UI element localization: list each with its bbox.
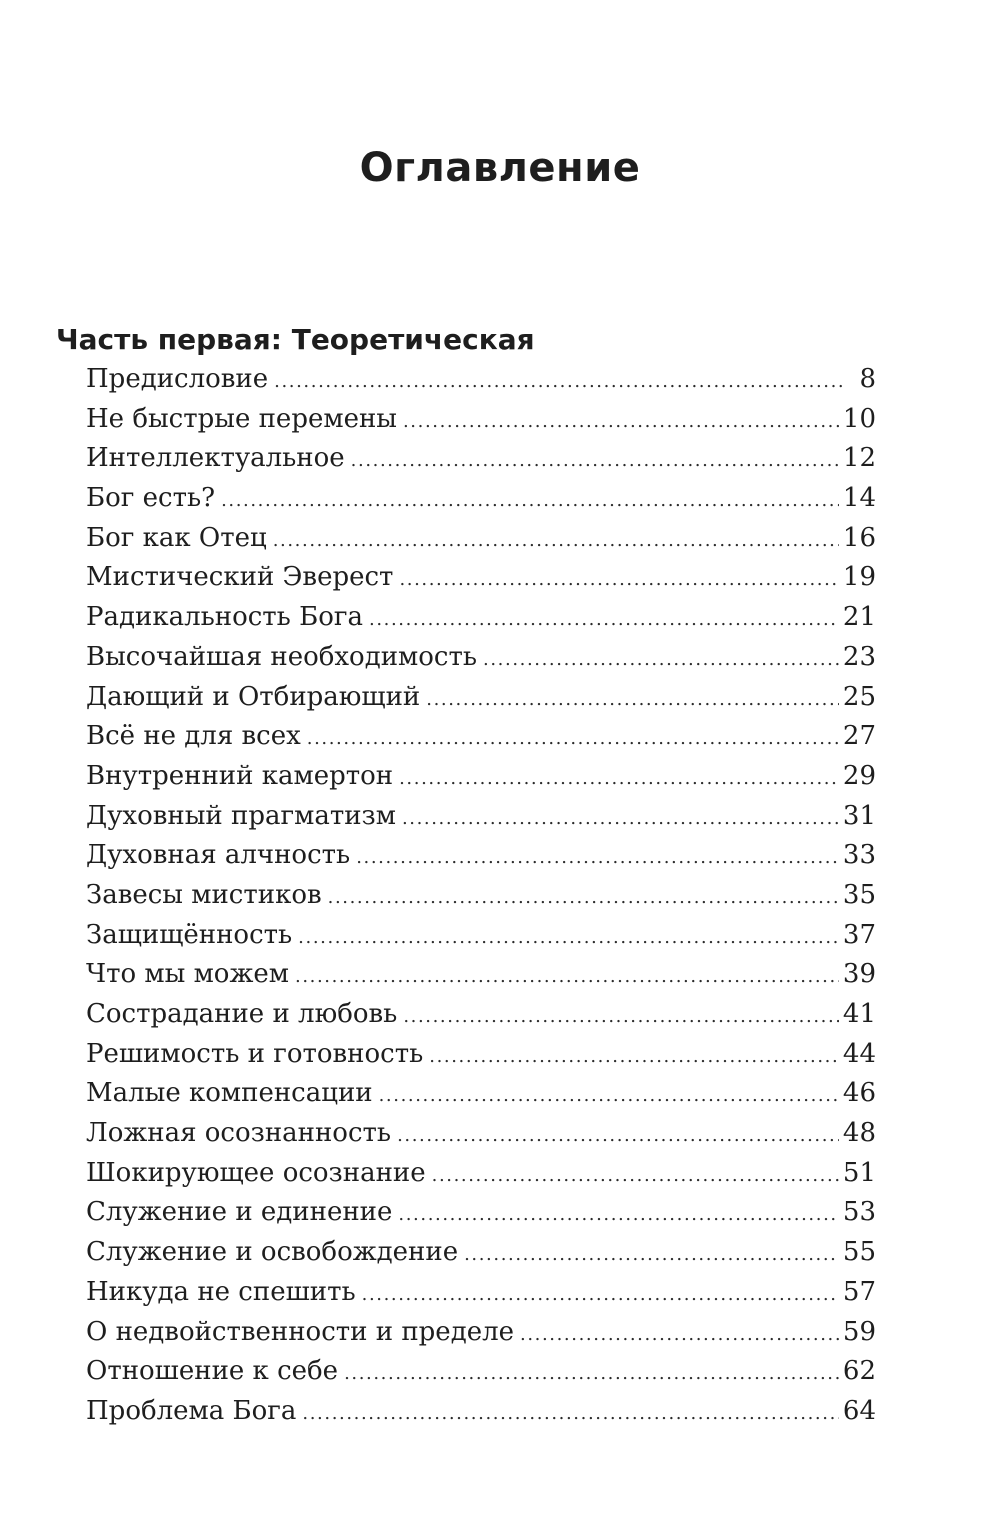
toc-entry-page-number: 64 — [842, 1395, 876, 1426]
dot-leader — [432, 1156, 839, 1194]
toc-entry — [86, 757, 876, 797]
toc-entry — [86, 717, 876, 757]
toc-entry-page-number: 8 — [859, 364, 876, 394]
dot-leader — [403, 402, 839, 440]
toc-entry-title: Внутренний камертон — [86, 760, 394, 791]
toc-entry-page-number: 44 — [842, 1038, 876, 1069]
toc-entry-page-number: 41 — [842, 999, 876, 1029]
dot-leader — [362, 1275, 839, 1313]
toc-entry-title: Завесы мистиков — [86, 879, 322, 910]
toc-entry-page-number: 53 — [842, 1197, 876, 1228]
toc-entry-title: Всё не для всех — [86, 721, 301, 752]
toc-entry-page-number: 27 — [842, 721, 876, 752]
dot-leader — [426, 680, 839, 718]
toc-entry-title: Никуда не спешить — [86, 1276, 356, 1307]
toc-entry-title: Служение и освобождение — [86, 1237, 459, 1268]
toc-entry — [86, 360, 876, 400]
toc-entry — [86, 797, 876, 837]
toc-entry — [86, 836, 876, 876]
toc-entry-title: Ложная осознанность — [86, 1118, 392, 1149]
toc-entry-title: Решимость и готовность — [86, 1038, 424, 1069]
dot-leader — [483, 640, 839, 678]
toc-entry — [86, 558, 876, 598]
toc-entry — [86, 1154, 876, 1194]
toc-entry-page-number: 46 — [842, 1078, 876, 1109]
dot-leader — [379, 1076, 839, 1114]
dot-leader — [344, 1354, 839, 1392]
dot-leader — [221, 481, 839, 519]
dot-leader — [429, 1037, 839, 1075]
dot-leader — [328, 878, 839, 916]
dot-leader — [298, 918, 839, 956]
toc-entry-title: О недвойственности и пределе — [86, 1316, 514, 1347]
toc-entry-page-number: 51 — [842, 1157, 876, 1188]
toc-entry-title: Отношение к себе — [86, 1356, 339, 1387]
dot-leader — [369, 600, 839, 638]
toc-entry — [86, 1273, 876, 1313]
toc-entry — [86, 439, 876, 479]
toc-entry — [86, 479, 876, 519]
toc-entry-title: Защищённость — [86, 919, 293, 950]
page-title: Оглавление — [359, 145, 641, 191]
toc-entry-page-number: 14 — [842, 483, 876, 514]
toc-entry-title: Бог как Отец — [86, 522, 267, 553]
toc-entry-title: Малые компенсации — [86, 1078, 373, 1109]
toc-entry-page-number: 33 — [842, 840, 876, 871]
toc-entry — [86, 1193, 876, 1233]
toc-entry — [86, 400, 876, 440]
toc-entry-title: Служение и единение — [86, 1197, 393, 1228]
dot-leader — [398, 1195, 839, 1233]
dot-leader — [273, 521, 839, 559]
toc-entry — [86, 1313, 876, 1353]
dot-leader — [307, 719, 839, 757]
toc-list — [86, 360, 876, 1432]
toc-entry — [86, 1074, 876, 1114]
dot-leader — [397, 1116, 839, 1154]
toc-entry-page-number: 16 — [842, 522, 876, 553]
toc-entry-page-number: 19 — [842, 562, 876, 593]
toc-entry-title: Бог есть? — [86, 483, 216, 514]
dot-leader — [274, 362, 846, 400]
toc-entry-title: Духовная алчность — [86, 840, 351, 871]
toc-entry-page-number: 31 — [842, 800, 876, 831]
toc-entry-title: Радикальность Бога — [86, 602, 363, 633]
toc-entry-page-number: 21 — [842, 602, 876, 633]
toc-entry — [86, 955, 876, 995]
toc-entry-title: Интеллектуальное — [86, 443, 345, 474]
dot-leader — [464, 1235, 839, 1273]
toc-entry-title: Дающий и Отбирающий — [86, 681, 421, 712]
toc-entry-page-number: 25 — [842, 681, 876, 712]
toc-entry-title: Что мы можем — [86, 959, 289, 990]
toc-entry — [86, 1114, 876, 1154]
dot-leader — [403, 997, 839, 1035]
dot-leader — [295, 957, 839, 995]
toc-entry — [86, 1233, 876, 1273]
toc-entry — [86, 876, 876, 916]
toc-entry-page-number: 57 — [842, 1276, 876, 1307]
dot-leader — [399, 560, 838, 598]
toc-entry — [86, 995, 876, 1035]
dot-leader — [399, 759, 839, 797]
toc-entry-page-number: 48 — [842, 1118, 876, 1149]
dot-leader — [402, 799, 839, 837]
toc-entry — [86, 598, 876, 638]
toc-entry-page-number: 37 — [842, 919, 876, 950]
toc-entry-page-number: 62 — [842, 1356, 876, 1387]
toc-entry — [86, 1352, 876, 1392]
toc-entry-page-number: 23 — [842, 641, 876, 672]
toc-entry-page-number: 29 — [842, 760, 876, 791]
toc-entry-page-number: 10 — [842, 403, 876, 434]
part-heading: Часть первая: Теоретическая — [56, 323, 535, 356]
toc-entry-page-number: 35 — [842, 879, 876, 910]
toc-entry — [86, 1035, 876, 1075]
toc-entry-title: Предисловие — [86, 364, 269, 394]
toc-entry — [86, 1392, 876, 1432]
toc-entry — [86, 678, 876, 718]
dot-leader — [351, 441, 839, 479]
toc-entry-page-number: 59 — [842, 1316, 876, 1347]
toc-entry-title: Мистический Эверест — [86, 562, 394, 593]
toc-entry — [86, 916, 876, 956]
toc-entry — [86, 519, 876, 559]
toc-entry-title: Сострадание и любовь — [86, 999, 398, 1029]
toc-entry-page-number: 39 — [842, 959, 876, 990]
toc-entry-title: Не быстрые перемены — [86, 403, 397, 434]
toc-entry-title: Проблема Бога — [86, 1395, 297, 1426]
toc-entry — [86, 638, 876, 678]
toc-entry-page-number: 55 — [842, 1237, 876, 1268]
toc-entry-page-number: 12 — [842, 443, 876, 474]
toc-entry-title: Духовный прагматизм — [86, 800, 396, 831]
toc-entry-title: Высочайшая необходимость — [86, 641, 478, 672]
toc-entry-title: Шокирующее осознание — [86, 1157, 426, 1188]
dot-leader — [520, 1315, 839, 1353]
dot-leader — [302, 1394, 839, 1432]
dot-leader — [356, 838, 839, 876]
